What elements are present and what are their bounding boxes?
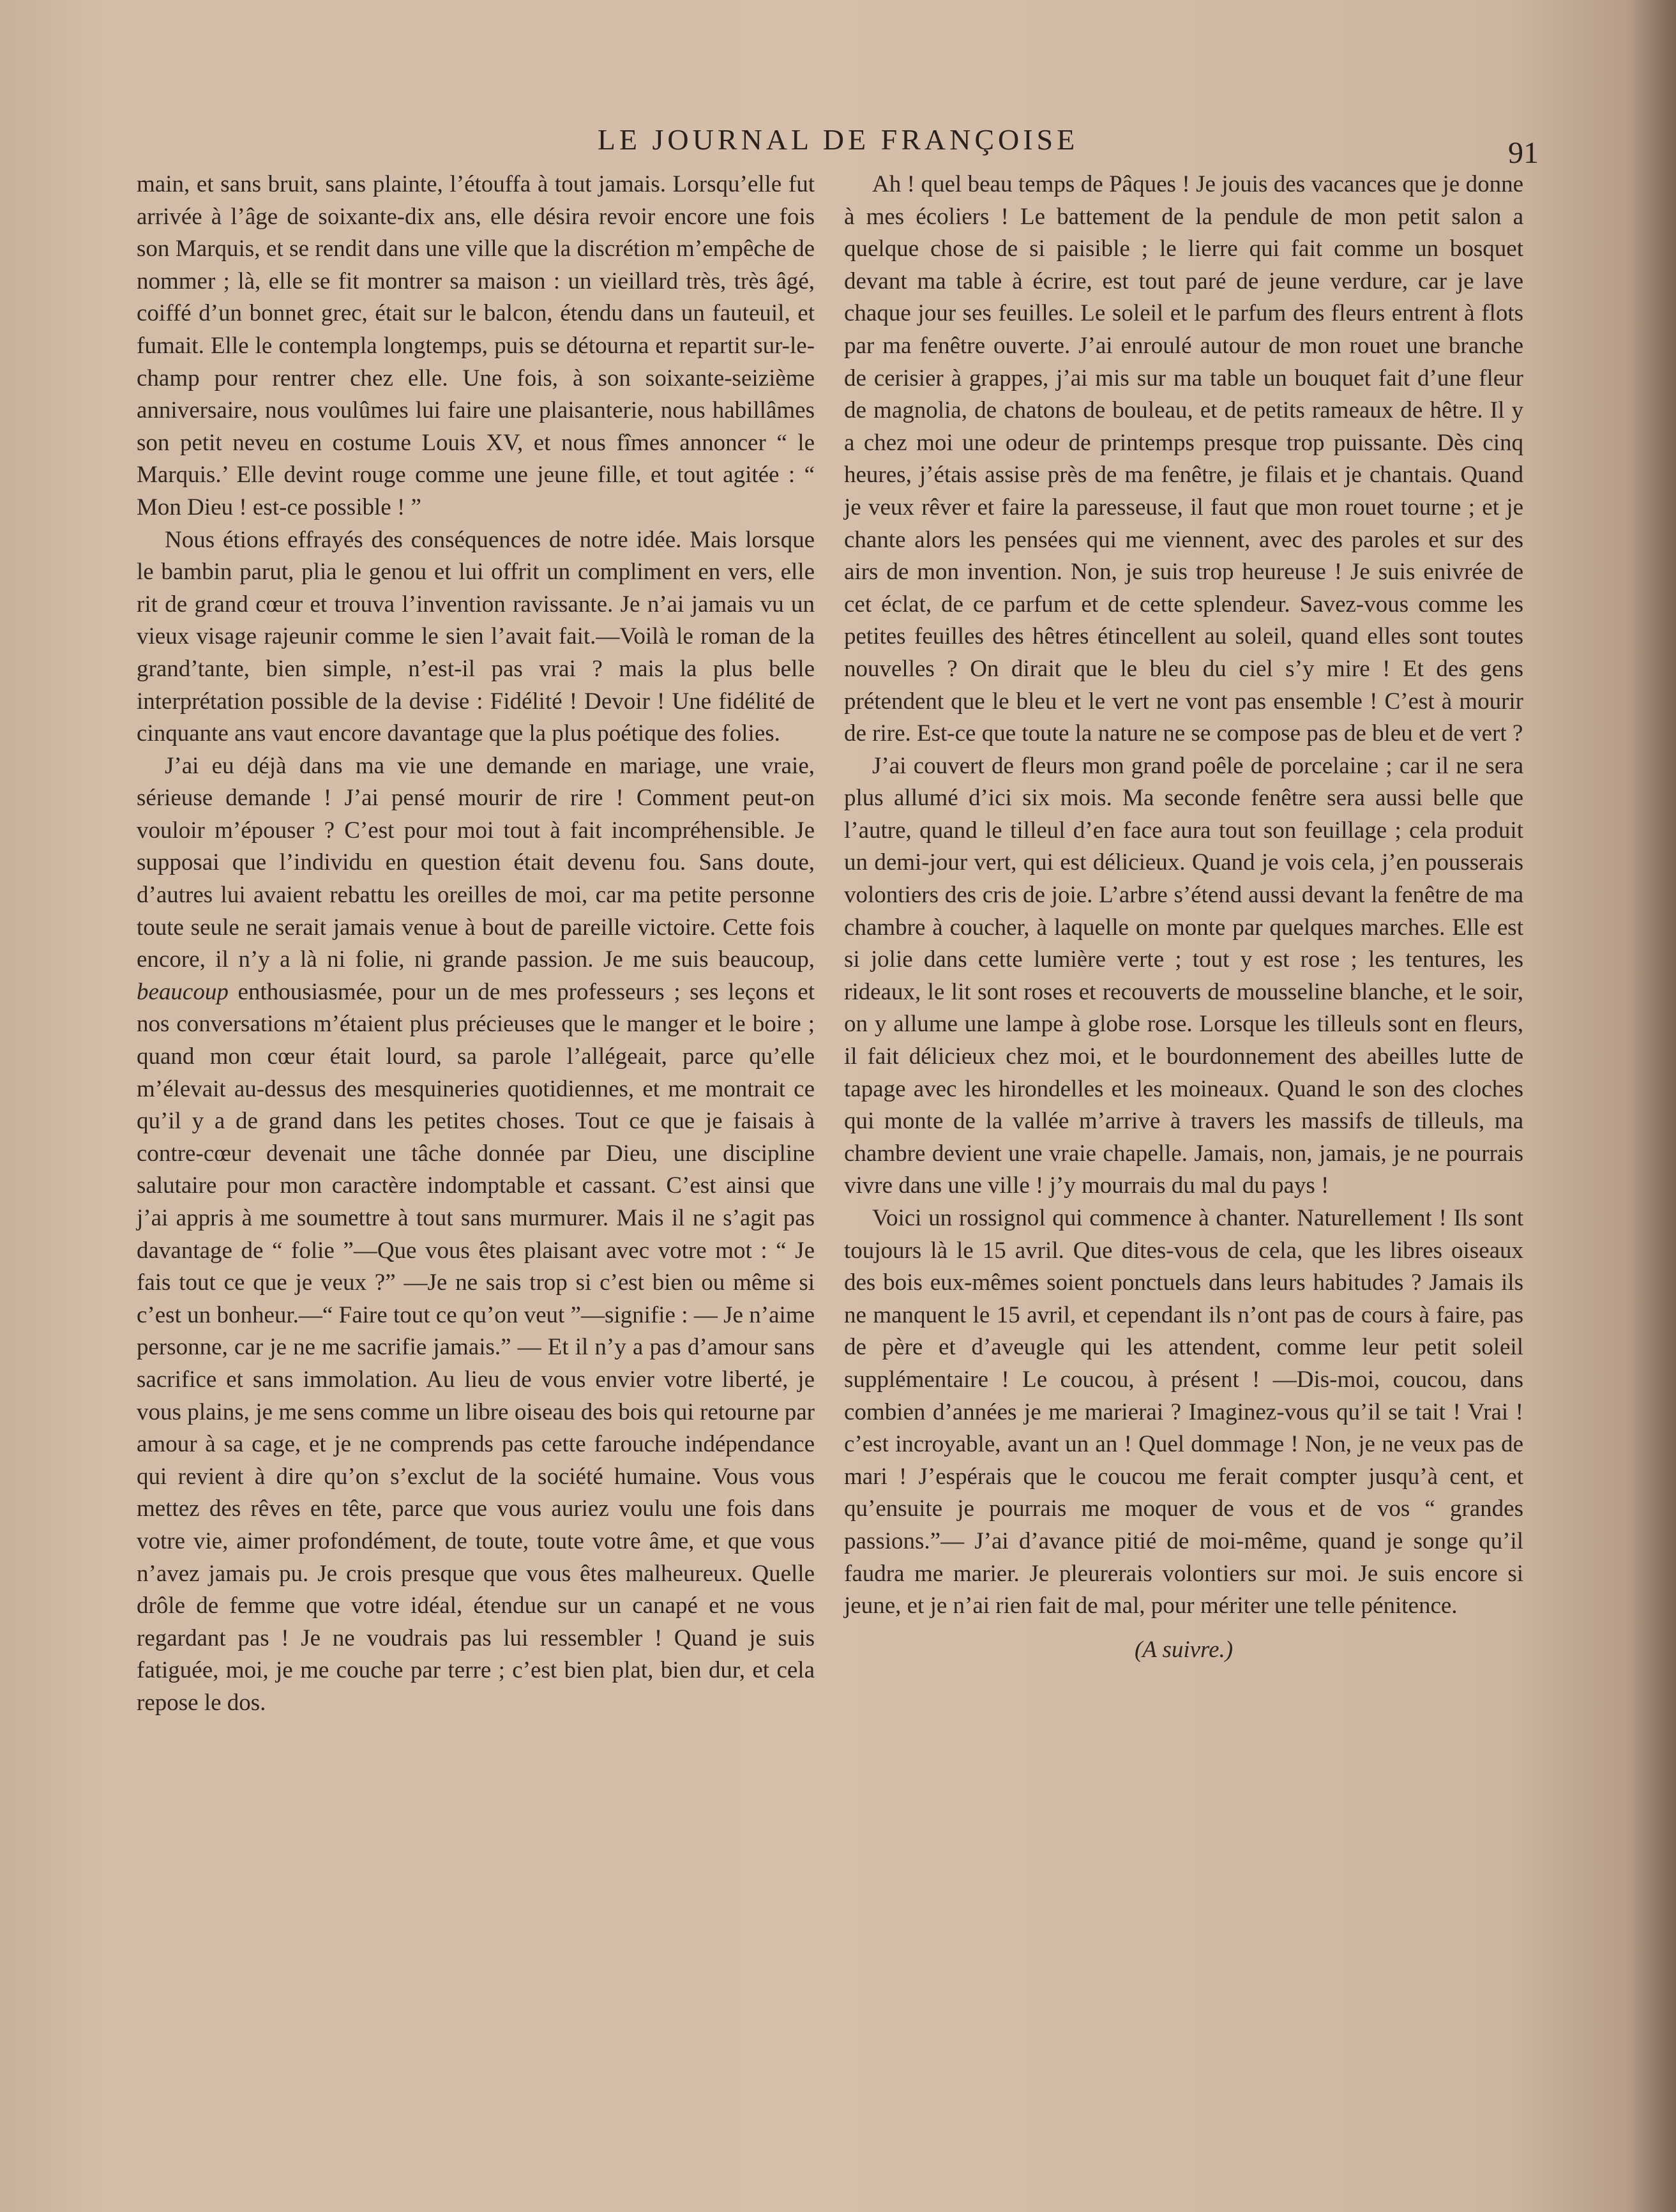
left-paragraph-2: Nous étions effrayés des conséquences de notre idée. Mais lorsque le bambin parut, plia le genou et lui offrit un compliment en vers, elle rit de grand cœur et trouva l’invention ravissante. Je n’ai jamais vu un vieux visage rajeunir comme le sien l’avait fait.—Voilà le roman de la grand’tante, bien simple, n’est-il pas vrai ? mais la plus belle interprétation possible de la devise : Fidélité ! Devoir ! Une fidélité de cinquante ans vaut encore davantage que la plus poétique des folies. bbox=[137, 526, 815, 747]
left-paragraph-3 bbox=[137, 750, 815, 1720]
right-column bbox=[844, 169, 1523, 1666]
right-paragraph-1: Ah ! quel beau temps de Pâques ! Je jouis des vacances que je donne à mes écoliers ! Le battement de la pendule de mon petit salon a quelque chose de si paisible ; le lierre qui fait comme un bosquet devant ma table à écrire, est tout paré de jeune verdure, car je lave chaque jour ses feuilles. Le soleil et le parfum des fleurs entrent à flots par ma fenêtre ouverte. J’ai enroulé autour de mon rouet une branche de cerisier à grappes, j’ai mis sur ma table un bouquet fait d’une fleur de magnolia, de chatons de bouleau, et de petits rameaux de hêtre. Il y a chez moi une odeur de printemps presque trop puissante. Dès cinq heures, j’étais assise près de ma fenêtre, je filais et je chantais. Quand je veux rêver et faire la paresseuse, il faut que mon rouet tourne ; et je chante alors les pensées qui me viennent, avec des paroles et sur des airs de mon invention. Non, je suis trop heureuse ! Je suis enivrée de cet éclat, de ce parfum et de cette splendeur. Savez-vous comme les petites feuilles des hêtres étincellent au soleil, quand elles sont toutes nouvelles ? On dirait que le bleu du ciel s’y mire ! Et des gens prétendent que le bleu et le vert ne vont pas ensemble ! C’est à mourir de rire. Est-ce que toute la nature ne se compose pas de bleu et de vert ? bbox=[844, 171, 1523, 747]
binding-shadow bbox=[1631, 0, 1676, 2212]
left-paragraph-1: main, et sans bruit, sans plainte, l’étouffa à tout jamais. Lorsqu’elle fut arrivée à l’âge de soixante-dix ans, elle désira revoir encore une fois son Marquis, et se rendit dans une ville que la discrétion m’empêche de nommer ; là, elle se fit montrer sa maison : un vieillard très, très âgé, coiffé d’un bonnet grec, était sur le balcon, étendu dans un fauteuil, et fumait. Elle le contempla longtemps, puis se détourna et repartit sur-le-champ pour rentrer chez elle. Une fois, à son soixante-seizième anniversaire, nous voulûmes lui faire une plaisanterie, nous habillâmes son petit neveu en costume Louis XV, et nous fîmes annoncer “ le Marquis.’ Elle devint rouge comme une jeune fille, et tout agitée : “ Mon Dieu ! est-ce possible ! ” bbox=[137, 171, 815, 520]
right-paragraph-3: Voici un rossignol qui commence à chanter. Naturellement ! Ils sont toujours là le 15 avril. Que dites-vous de cela, que les libres oiseaux des bois eux-mêmes soient ponctuels dans leurs habitudes ? Jamais ils ne manquent le 15 avril, et cependant ils n’ont pas de cours à faire, pas de père et d’aveugle qui les attendent, comme leur petit soleil supplémentaire ! Le coucou, à présent ! —Dis-moi, coucou, dans combien d’années je me marierai ? Imaginez-vous qu’il se tait ! Vrai ! c’est incroyable, avant un an ! Quel dommage ! Non, je ne veux pas de mari ! J’espérais que le coucou me ferait compter jusqu’à cent, et qu’ensuite je pourrais me moquer de vous et de vos “ grandes passions.”— J’ai d’avance pitié de moi-même, quand je songe qu’il faudra me marier. Je pleurerais volontiers sur moi. Je suis encore si jeune, et je n’ai rien fait de mal, pour mériter une telle pénitence. bbox=[844, 1205, 1523, 1619]
running-title: LE JOURNAL DE FRANÇOISE bbox=[597, 123, 1079, 156]
emphasis-beaucoup: beaucoup bbox=[137, 978, 229, 1005]
left-paragraph-3-part-2: enthousiasmée, pour un de mes professeurs ; ses leçons et nos conversations m’étaient plus précieuses que le manger et le boire ; quand mon cœur était lourd, sa parole l’allégeait, parce qu’elle m’élevait au-dessus des mesquineries quotidiennes, et me montrait ce qu’il y a de grand dans les petites choses. Tout ce que je faisais à contre-cœur devenait une tâche donnée par Dieu, une discipline salutaire pour mon caractère indomptable et cassant. C’est ainsi que j’ai appris à me soumettre à tout sans murmurer. Mais il ne s’agit pas davantage de “ folie ”—Que vous êtes plaisant avec votre mot : “ Je fais tout ce que je veux ?” —Je ne sais trop si c’est bien ou même si c’est un bonheur.—“ Faire tout ce qu’on veut ”—signifie : — Je n’aime personne, car je ne me sacrifie jamais.” — Et il n’y a pas d’amour sans sacrifice et sans immolation. Au lieu de vous envier votre liberté, je vous plains, je me sens comme un libre oiseau des bois qui retourne par amour à sa cage, et je ne comprends pas cette farouche indépendance qui revient à dire qu’on s’exclut de la société humaine. Vous vous mettez des rêves en tête, parce que vous auriez voulu une fois dans votre vie, aimer profondément, de toute, toute votre âme, et que vous n’avez jamais pu. Je crois presque que vous êtes malheureux. Quelle drôle de femme que votre idéal, étendue sur un canapé et ne vous regardant pas ! Je ne voudrais pas lui ressembler ! Quand je suis fatiguée, moi, je me couche par terre ; c’est bien plat, bien dur, et cela repose le dos. bbox=[137, 978, 815, 1716]
to-be-continued: (A suivre.) bbox=[1134, 1636, 1234, 1663]
right-paragraph-2: J’ai couvert de fleurs mon grand poêle de porcelaine ; car il ne sera plus allumé d’ici six mois. Ma seconde fenêtre sera aussi belle que l’autre, quand le tilleul d’en face aura tout son feuillage ; cela produit un demi-jour vert, qui est délicieux. Quand je vois cela, j’en pousserais volontiers des cris de joie. L’arbre s’étend aussi devant la fenêtre de ma chambre à coucher, à laquelle on monte par quelques marches. Elle est si jolie dans cette lumière verte ; tout y est rose ; les tentures, les rideaux, le lit sont roses et recouverts de mousseline blanche, et le soir, on y allume une lampe à globe rose. Lorsque les tilleuls sont en fleurs, il fait délicieux chez moi, et le bourdonnement des abeilles lutte de tapage avec les hirondelles et les moineaux. Quand le son des cloches qui monte de la vallée m’arrive à travers les massifs de tilleuls, ma chambre devient une vraie chapelle. Jamais, non, jamais, je ne pourrais vivre dans une ville ! j’y mourrais du mal du pays ! bbox=[844, 752, 1523, 1199]
page-number: 91 bbox=[1508, 136, 1539, 170]
left-column bbox=[137, 169, 815, 1720]
left-paragraph-3-part-1: J’ai eu déjà dans ma vie une demande en mariage, une vraie, sérieuse demande ! J’ai pensé mourir de rire ! Comment peut-on vouloir m’épouser ? C’est pour moi tout à fait incompréhensible. Je supposai que l’individu en question était devenu fou. Sans doute, d’autres lui avaient rebattu les oreilles de moi, car ma petite personne toute seule ne serait jamais venue à bout de pareille victoire. Cette fois encore, il n’y a là ni folie, ni grande passion. Je me suis beaucoup, bbox=[137, 752, 815, 973]
